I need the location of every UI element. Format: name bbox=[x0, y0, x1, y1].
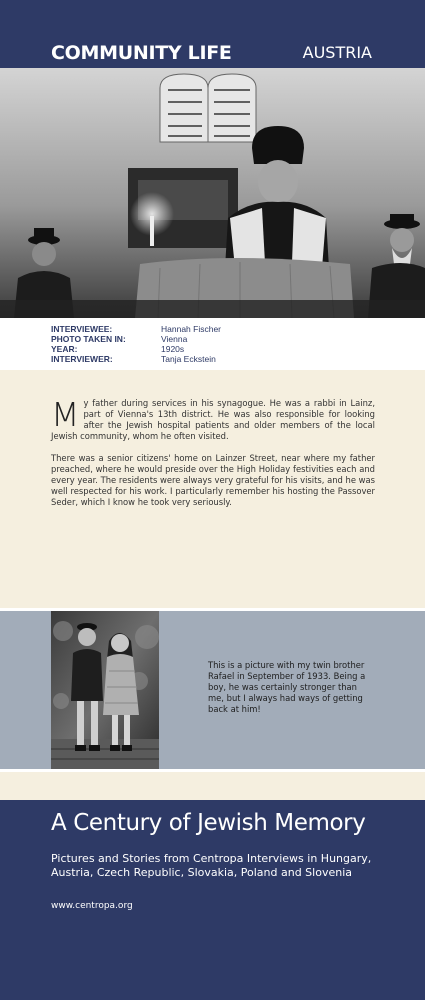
photo-caption bbox=[0, 318, 425, 370]
story-section bbox=[0, 370, 425, 608]
caption-value: Tanja Eckstein bbox=[161, 354, 216, 364]
story-paragraph bbox=[51, 395, 375, 442]
twins-photo-caption: This is a picture with my twin brother Rafael in September of 1933. Being a boy, he was certainly stronger than me, but I always had ways of getting back at him! bbox=[208, 660, 366, 714]
secondary-section bbox=[0, 611, 425, 769]
footer-url-link[interactable]: www.centropa.org bbox=[51, 901, 133, 911]
country-label: AUSTRIA bbox=[302, 43, 372, 62]
caption-value: 1920s bbox=[161, 344, 185, 354]
drop-cap: M bbox=[51, 395, 80, 434]
hero-photo bbox=[0, 68, 425, 318]
synagogue-rabbi-photo-icon bbox=[0, 68, 425, 318]
caption-label: INTERVIEWER: bbox=[51, 354, 113, 364]
caption-label: PHOTO TAKEN IN: bbox=[51, 334, 126, 344]
spacer-band bbox=[0, 772, 425, 800]
story-paragraph-1: y father during services in his synagogue. He was a rabbi in Lainz, part of Vienna's 13th district. He was also responsible for looking after the Jewish hospital patients and older members of the local Jewish community, whom he often visited. bbox=[51, 398, 375, 441]
story-text bbox=[51, 395, 375, 519]
caption-value: Vienna bbox=[161, 334, 188, 344]
tablets-icon bbox=[160, 74, 256, 142]
footer-subtitle: Pictures and Stories from Centropa Interviews in Hungary, Austria, Czech Republic, Slovakia, Poland and Slovenia bbox=[51, 852, 372, 879]
twins-photo bbox=[51, 611, 159, 769]
twins-photo-icon bbox=[51, 611, 159, 769]
header-band bbox=[0, 0, 425, 68]
section-title: COMMUNITY LIFE bbox=[51, 42, 232, 64]
footer bbox=[0, 800, 425, 1000]
story-paragraph-2: There was a senior citizens' home on Lainzer Street, near where my father preached, where he would preside over the High Holiday festivities each and every year. The residents were always very grateful for his visits, and he was well respected for his work. I particularly remember his hosting the Passover Seder, which I know he took very seriously. bbox=[51, 453, 375, 507]
caption-value: Hannah Fischer bbox=[161, 324, 222, 334]
footer-title: A Century of Jewish Memory bbox=[51, 810, 366, 836]
caption-label: INTERVIEWEE: bbox=[51, 324, 113, 334]
caption-label: YEAR: bbox=[51, 344, 78, 354]
